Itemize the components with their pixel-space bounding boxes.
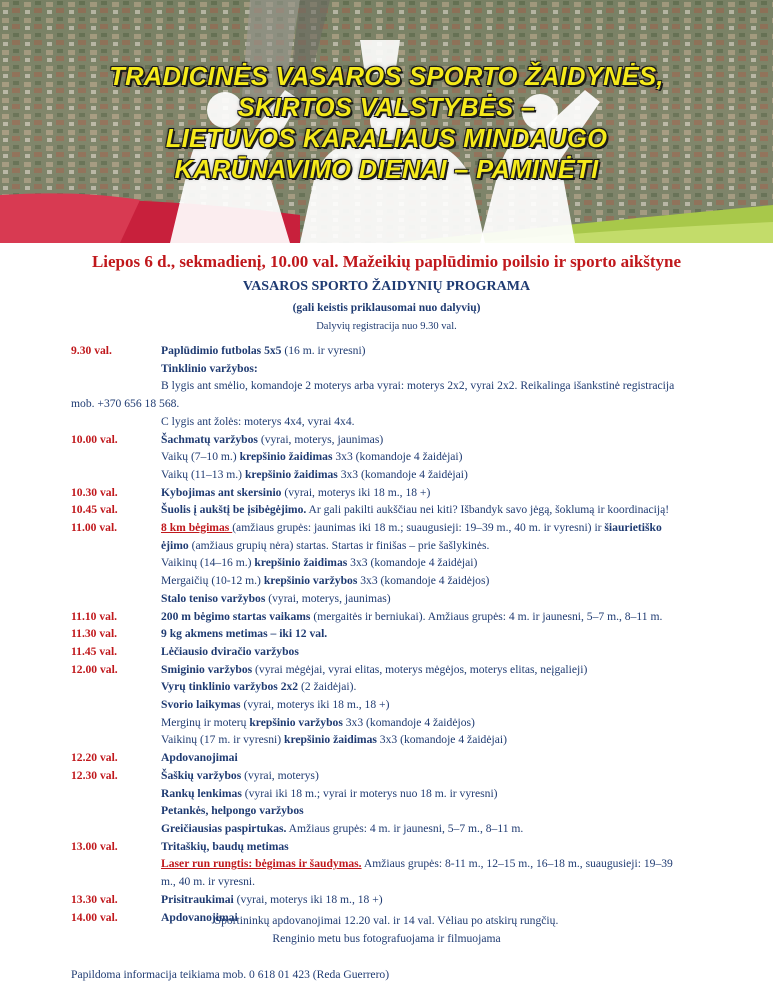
schedule-row <box>71 820 731 838</box>
schedule-activity: krepšinio žaidimas <box>254 556 348 570</box>
schedule-details: Amžiaus grupės: 4 m. ir jaunesni, 5–7 m., 8–11 m. <box>286 821 524 835</box>
schedule-activity: Šaškių varžybos <box>161 768 242 782</box>
schedule-row <box>71 767 731 785</box>
schedule-description <box>161 820 731 838</box>
schedule-activity: Prisitraukimai <box>161 892 234 906</box>
schedule-activity: krepšinio žaidimas <box>244 467 338 481</box>
schedule-description <box>161 377 731 395</box>
schedule-details: 3x3 (komandoje 4 žaidėjos) <box>357 574 490 588</box>
schedule-activity: Apdovanojimai <box>161 751 238 765</box>
schedule-details: (vyrai iki 18 m.; vyrai ir moterys nuo 18 m. ir vyresni) <box>241 786 498 800</box>
schedule-time: 12.20 val. <box>71 751 118 765</box>
awards-note: Sportininkų apdovanojimai 12.20 val. ir 14 val. Vėliau po atskirų rungčių. <box>214 914 559 927</box>
schedule-time: 12.00 val. <box>71 662 118 676</box>
schedule-details: 3x3 (komandoje 4 žaidėjos) <box>342 715 475 729</box>
schedule-activity: krepšinio žaidimas <box>239 450 333 464</box>
schedule-description <box>161 466 731 484</box>
schedule-time: 13.00 val. <box>71 839 118 853</box>
schedule-row <box>71 749 731 767</box>
schedule-time: 11.00 val. <box>71 521 118 535</box>
schedule-description <box>161 696 731 714</box>
schedule-details: Amžiaus grupės: 8-11 m., 12–15 m., 16–18 m., suaugusieji: 19–39 <box>361 857 673 871</box>
schedule-details: (vyrai mėgėjai, vyrai elitas, moterys mėgėjos, moterys elitas, neįgalieji) <box>252 662 588 676</box>
schedule-activity: krepšinio varžybos <box>263 574 358 588</box>
schedule-row <box>71 395 731 413</box>
schedule-prefix: Vaikų (11–13 m.) <box>161 467 245 481</box>
schedule-row <box>71 448 731 466</box>
schedule-row <box>71 377 731 395</box>
schedule-details: (mergaitės ir berniukai). Amžiaus grupės: 4 m. ir jaunesni, 5–7 m., 8–11 m. <box>310 609 663 623</box>
schedule-description <box>161 731 731 749</box>
schedule-highlight: Laser run rungtis: bėgimas ir šaudymas. <box>161 857 362 871</box>
schedule-details: B lygis ant smėlio, komandoje 2 moterys arba vyrai: moterys 2x2, vyrai 2x2. Reikalinga išankstinė registracija <box>161 379 675 393</box>
schedule-description <box>161 608 731 626</box>
schedule-description <box>161 537 731 555</box>
schedule-details: C lygis ant žolės: moterys 4x4, vyrai 4x4. <box>161 414 355 428</box>
schedule-time: 13.30 val. <box>71 892 118 906</box>
schedule-details: 3x3 (komandoje 4 žaidėjai) <box>332 450 463 464</box>
schedule-description <box>161 519 731 537</box>
schedule-row <box>71 501 731 519</box>
schedule-details: (vyrai, moterys iki 18 m., 18 +) <box>281 485 431 499</box>
schedule-activity: Petankės, helpongo varžybos <box>161 804 304 818</box>
schedule-details: 3x3 (komandoje 4 žaidėjai) <box>347 556 478 570</box>
schedule-activity: Kybojimas ant skersinio <box>161 485 282 499</box>
schedule-details: (vyrai, moterys) <box>241 768 319 782</box>
schedule-activity: 200 m bėgimo startas vaikams <box>161 609 311 623</box>
schedule-activity: ėjimo <box>161 538 189 552</box>
schedule-details: m., 40 m. ir vyresni. <box>161 875 256 889</box>
banner-title-line: TRADICINĖS VASAROS SPORTO ŽAIDYNĖS, <box>109 63 664 91</box>
schedule-prefix: Merginų ir moterų <box>161 715 250 729</box>
banner-title-line: LIETUVOS KARALIAUS MINDAUGO <box>165 125 608 153</box>
schedule-description <box>161 891 731 909</box>
schedule-description <box>161 749 731 767</box>
schedule-row <box>71 785 731 803</box>
schedule-description <box>71 395 731 413</box>
schedule-time: 11.45 val. <box>71 644 118 658</box>
banner-title <box>0 62 773 186</box>
schedule-description <box>161 873 731 891</box>
schedule-activity: Vyrų tinklinio varžybos 2x2 <box>161 680 299 694</box>
schedule-time: 12.30 val. <box>71 768 118 782</box>
program-subtitle: (gali keistis priklausomai nuo dalyvių) <box>292 302 481 314</box>
schedule-description <box>161 360 731 378</box>
schedule-description <box>161 342 731 360</box>
schedule-details: 3x3 (komandoje 4 žaidėjai) <box>376 733 507 747</box>
schedule-row <box>71 643 731 661</box>
schedule-activity: Tinklinio varžybos: <box>161 361 258 375</box>
schedule-row <box>71 855 731 873</box>
schedule-activity: Apdovanojimai <box>161 910 238 924</box>
schedule-time: 9.30 val. <box>71 344 112 357</box>
schedule-row <box>71 572 731 590</box>
header-banner <box>0 0 773 243</box>
registration-note: Dalyvių registracija nuo 9.30 val. <box>316 321 457 332</box>
schedule-prefix: Vaikinų (17 m. ir vyresni) <box>161 733 285 747</box>
schedule-time: 10.30 val. <box>71 485 118 499</box>
media-note: Renginio metu bus fotografuojama ir filmuojama <box>272 932 501 945</box>
schedule-row <box>71 608 731 626</box>
schedule-activity: Svorio laikymas <box>161 698 241 712</box>
schedule-time: 10.00 val. <box>71 432 118 446</box>
schedule-details: (vyrai, moterys iki 18 m., 18 +) <box>233 892 383 906</box>
schedule-description <box>161 590 731 608</box>
schedule-details: (16 m. ir vyresni) <box>281 344 366 357</box>
schedule-details: (amžiaus grupės: jaunimas iki 18 m.; suaugusieji: 19–39 m., 40 m. ir vyresni) ir <box>232 521 605 535</box>
schedule-description <box>161 501 731 519</box>
schedule-list <box>71 342 731 926</box>
schedule-description <box>161 431 731 449</box>
schedule-activity: Šuolis į aukštį be įsibėgėjimo. <box>161 503 307 517</box>
schedule-activity: šiaurietiško <box>604 521 662 535</box>
banner-title-line: KARŪNAVIMO DIENAI – PAMINĖTI <box>174 156 599 184</box>
schedule-details: (2 žaidėjai). <box>298 680 357 694</box>
schedule-row <box>71 838 731 856</box>
schedule-description <box>161 554 731 572</box>
footer-contact: Papildoma informacija teikiama mob. 0 618 01 423 (Reda Guerrero) <box>71 968 390 981</box>
schedule-details: (vyrai, moterys, jaunimas) <box>257 432 384 446</box>
schedule-description <box>161 484 731 502</box>
schedule-row <box>71 731 731 749</box>
schedule-description <box>161 714 731 732</box>
schedule-activity: krepšinio varžybos <box>249 715 343 729</box>
schedule-time: 14.00 val. <box>71 910 118 924</box>
schedule-description <box>161 767 731 785</box>
schedule-activity: Šachmatų varžybos <box>161 432 258 446</box>
schedule-details: (amžiaus grupių nėra) startas. Startas ir finišas – prie šašlykinės. <box>188 538 490 552</box>
schedule-row <box>71 519 731 537</box>
schedule-activity: Rankų lenkimas <box>161 786 242 800</box>
schedule-description <box>161 855 731 873</box>
schedule-description <box>161 643 731 661</box>
schedule-time: 10.45 val. <box>71 503 118 517</box>
schedule-description <box>161 413 731 431</box>
schedule-row <box>71 873 731 891</box>
schedule-activity: Smiginio varžybos <box>161 662 253 676</box>
schedule-activity: Paplūdimio futbolas 5x5 <box>161 344 282 357</box>
schedule-activity: krepšinio žaidimas <box>284 733 377 747</box>
schedule-activity: 9 kg akmens metimas – iki 12 val. <box>161 627 328 641</box>
event-date-location: Liepos 6 d., sekmadienį, 10.00 val. Mažeikių paplūdimio poilsio ir sporto aikštyne <box>91 252 682 271</box>
schedule-activity: Lėčiausio dviračio varžybos <box>161 644 299 658</box>
schedule-time: 11.30 val. <box>71 627 118 641</box>
schedule-description <box>161 661 731 679</box>
schedule-row <box>71 891 731 909</box>
schedule-row <box>71 484 731 502</box>
schedule-description <box>161 678 731 696</box>
schedule-details: mob. +370 656 18 568. <box>71 397 180 411</box>
schedule-row <box>71 696 731 714</box>
schedule-prefix: Vaikinų (14–16 m.) <box>161 556 255 570</box>
schedule-time: 11.10 val. <box>71 609 118 623</box>
schedule-row <box>71 360 731 378</box>
schedule-description <box>161 802 731 820</box>
schedule-row <box>71 590 731 608</box>
schedule-details: 3x3 (komandoje 4 žaidėjai) <box>337 467 468 481</box>
schedule-activity: Stalo teniso varžybos <box>161 591 266 605</box>
schedule-row <box>71 554 731 572</box>
schedule-row <box>71 714 731 732</box>
schedule-details: (vyrai, moterys iki 18 m., 18 +) <box>240 698 390 712</box>
schedule-prefix: Mergaičių (10-12 m.) <box>161 574 264 588</box>
schedule-description <box>161 448 731 466</box>
schedule-description <box>161 572 731 590</box>
schedule-highlight: 8 km bėgimas <box>161 521 233 535</box>
banner-title-line: SKIRTOS VALSTYBĖS – <box>237 94 536 122</box>
schedule-row <box>71 413 731 431</box>
schedule-row <box>71 625 731 643</box>
schedule-prefix: Vaikų (7–10 m.) <box>161 450 240 464</box>
program-title: VASAROS SPORTO ŽAIDYNIŲ PROGRAMA <box>242 279 531 294</box>
schedule-details: Ar gali pakilti aukščiau nei kiti? Išbandyk savo jėgą, šoklumą ir koordinaciją! <box>306 503 670 517</box>
schedule-description <box>161 785 731 803</box>
schedule-description <box>161 838 731 856</box>
schedule-row <box>71 342 731 360</box>
schedule-description <box>161 625 731 643</box>
schedule-details: (vyrai, moterys, jaunimas) <box>265 591 391 605</box>
schedule-activity: Tritaškių, baudų metimas <box>161 839 289 853</box>
schedule-row <box>71 431 731 449</box>
schedule-row <box>71 466 731 484</box>
schedule-row <box>71 678 731 696</box>
schedule-row <box>71 802 731 820</box>
schedule-row <box>71 537 731 555</box>
schedule-row <box>71 661 731 679</box>
schedule-activity: Greičiausias paspirtukas. <box>161 821 287 835</box>
